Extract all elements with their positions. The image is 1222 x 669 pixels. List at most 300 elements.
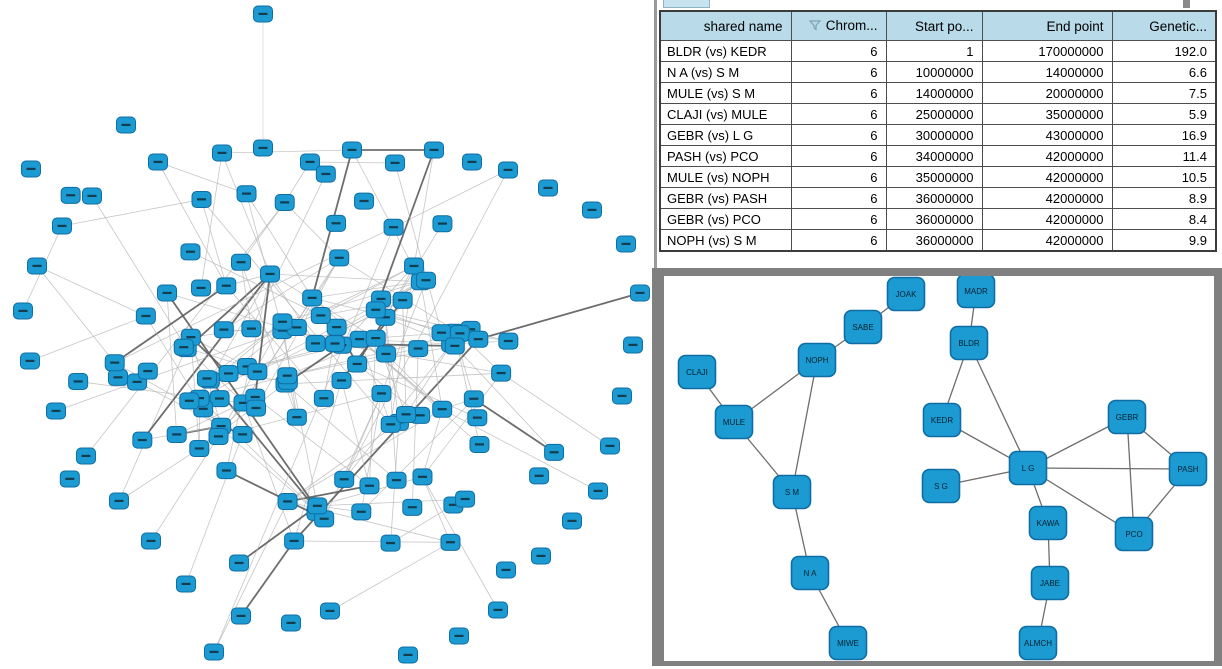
node-S G[interactable] xyxy=(923,470,960,503)
table-cell-genetic[interactable]: 8.4 xyxy=(1112,209,1216,230)
table-row[interactable] xyxy=(660,62,1216,83)
node[interactable] xyxy=(181,244,200,260)
node-label-smudge xyxy=(214,435,223,437)
table-cell-genetic[interactable]: 5.9 xyxy=(1112,104,1216,125)
node[interactable] xyxy=(532,548,551,564)
edge xyxy=(119,449,199,501)
node[interactable] xyxy=(214,322,233,338)
node[interactable] xyxy=(601,438,620,454)
table-cell-chromosome[interactable]: 6 xyxy=(791,41,886,62)
node[interactable] xyxy=(278,494,297,510)
node[interactable] xyxy=(282,615,301,631)
column-header-label: Genetic... xyxy=(1149,18,1207,34)
node[interactable] xyxy=(321,603,340,619)
node[interactable] xyxy=(209,428,228,444)
node-label-smudge xyxy=(66,194,75,196)
node-label-smudge xyxy=(377,298,386,300)
edge xyxy=(414,150,434,266)
node[interactable] xyxy=(387,472,406,488)
node-label-smudge xyxy=(430,149,439,151)
node-label-smudge xyxy=(504,169,513,171)
node-label-smudge xyxy=(197,198,206,200)
node-label-smudge xyxy=(319,397,328,399)
node-label: KEDR xyxy=(930,416,954,425)
node-label-smudge xyxy=(377,392,386,394)
table-cell-chromosome[interactable]: 6 xyxy=(791,83,886,104)
table-cell-genetic[interactable]: 7.5 xyxy=(1112,83,1216,104)
node-label: ALMCH xyxy=(1023,639,1053,648)
node-label-smudge xyxy=(421,279,430,281)
node-label-smudge xyxy=(154,161,163,163)
node[interactable] xyxy=(213,145,232,161)
node-N A[interactable] xyxy=(792,557,829,590)
node-label: MADR xyxy=(964,287,988,296)
node[interactable] xyxy=(335,471,354,487)
node-label-smudge xyxy=(636,292,645,294)
node-label-smudge xyxy=(215,397,224,399)
node[interactable] xyxy=(450,628,469,644)
table-cell-chromosome[interactable]: 6 xyxy=(791,62,886,83)
table-cell-start-position[interactable]: 36000000 xyxy=(886,230,982,252)
node[interactable] xyxy=(360,478,379,494)
edge xyxy=(501,373,610,446)
table-cell-end-point[interactable]: 42000000 xyxy=(982,230,1112,252)
node[interactable] xyxy=(149,154,168,170)
node[interactable] xyxy=(117,117,136,133)
node[interactable] xyxy=(456,491,475,507)
node-label: N A xyxy=(803,569,817,578)
node[interactable] xyxy=(563,513,582,529)
node[interactable] xyxy=(237,186,256,202)
table-cell-genetic[interactable]: 16.9 xyxy=(1112,125,1216,146)
node[interactable] xyxy=(377,346,396,362)
node[interactable] xyxy=(285,533,304,549)
edge xyxy=(478,293,640,339)
node-SABE[interactable] xyxy=(845,311,882,344)
node[interactable] xyxy=(433,401,452,417)
edge xyxy=(241,262,251,328)
node-NOPH[interactable] xyxy=(799,344,836,377)
node-label: BLDR xyxy=(958,339,980,348)
node-label-smudge xyxy=(402,413,411,415)
node[interactable] xyxy=(254,140,273,156)
node-label-smudge xyxy=(19,310,28,312)
node[interactable] xyxy=(631,285,650,301)
node[interactable] xyxy=(83,188,102,204)
node[interactable] xyxy=(381,535,400,551)
node-label-smudge xyxy=(382,353,391,355)
table-cell-chromosome[interactable]: 6 xyxy=(791,230,886,252)
table-cell-start-position[interactable]: 1 xyxy=(886,41,982,62)
node[interactable] xyxy=(343,142,362,158)
node-label-smudge xyxy=(308,297,317,299)
edge xyxy=(158,162,226,286)
table-cell-end-point[interactable]: 42000000 xyxy=(982,167,1112,188)
table-cell-start-position[interactable]: 14000000 xyxy=(886,83,982,104)
node[interactable] xyxy=(192,280,211,296)
node[interactable] xyxy=(366,330,385,346)
node[interactable] xyxy=(133,432,152,448)
node-label-smudge xyxy=(210,651,219,653)
table-cell-genetic[interactable]: 10.5 xyxy=(1112,167,1216,188)
filter-funnel-icon[interactable] xyxy=(809,19,821,34)
node-GEBR[interactable] xyxy=(1109,401,1146,434)
table-cell-genetic[interactable]: 11.4 xyxy=(1112,146,1216,167)
node[interactable] xyxy=(230,555,249,571)
table-cell-shared-name[interactable]: NOPH (vs) S M xyxy=(660,230,791,252)
node[interactable] xyxy=(306,335,325,351)
node-label-smudge xyxy=(33,265,42,267)
node-label-smudge xyxy=(321,173,330,175)
node[interactable] xyxy=(405,258,424,274)
node-label-smudge xyxy=(461,498,470,500)
horizontal-scrollbar-thumb[interactable] xyxy=(1183,0,1190,8)
table-row[interactable] xyxy=(660,83,1216,104)
node-label-smudge xyxy=(197,287,206,289)
node[interactable] xyxy=(355,193,374,209)
node[interactable] xyxy=(136,308,155,324)
edge xyxy=(239,506,317,563)
table-row[interactable] xyxy=(660,104,1216,125)
edge-GEBR-PCO[interactable] xyxy=(1127,417,1134,534)
table-cell-shared-name[interactable]: CLAJI (vs) MULE xyxy=(660,104,791,125)
table-cell-genetic[interactable]: 9.9 xyxy=(1112,230,1216,252)
node[interactable] xyxy=(545,444,564,460)
table-cell-genetic[interactable]: 8.9 xyxy=(1112,188,1216,209)
node-label-smudge xyxy=(218,152,227,154)
table-cell-end-point[interactable]: 20000000 xyxy=(982,83,1112,104)
table-cell-start-position[interactable]: 35000000 xyxy=(886,167,982,188)
node[interactable] xyxy=(497,562,516,578)
node-label-smudge xyxy=(622,243,631,245)
table-cell-end-point[interactable]: 42000000 xyxy=(982,188,1112,209)
node[interactable] xyxy=(60,471,79,487)
node[interactable] xyxy=(261,266,280,282)
node[interactable] xyxy=(469,331,488,347)
node-CLAJI[interactable] xyxy=(679,356,716,389)
node-label-smudge xyxy=(219,329,228,331)
node[interactable] xyxy=(248,364,267,380)
node-label-smudge xyxy=(26,360,35,362)
node[interactable] xyxy=(583,202,602,218)
node[interactable] xyxy=(468,410,487,426)
node-label-smudge xyxy=(398,299,407,301)
node[interactable] xyxy=(22,161,41,177)
node-MULE[interactable] xyxy=(716,406,753,439)
table-cell-shared-name[interactable]: MULE (vs) NOPH xyxy=(660,167,791,188)
node[interactable] xyxy=(303,290,322,306)
node-label-smudge xyxy=(74,380,83,382)
node[interactable] xyxy=(197,371,216,387)
node-MIWE[interactable] xyxy=(830,627,867,660)
column-header-label: Start po... xyxy=(914,18,974,34)
node[interactable] xyxy=(61,187,80,203)
node-label-smudge xyxy=(283,500,292,502)
table-cell-shared-name[interactable]: BLDR (vs) KEDR xyxy=(660,41,791,62)
node-label-smudge xyxy=(182,583,191,585)
node[interactable] xyxy=(499,162,518,178)
node-label-smudge xyxy=(251,396,260,398)
table-cell-end-point[interactable]: 35000000 xyxy=(982,104,1112,125)
node-MADR[interactable] xyxy=(958,276,995,308)
node-label-smudge xyxy=(438,408,447,410)
table-cell-end-point[interactable]: 42000000 xyxy=(982,209,1112,230)
node-label-smudge xyxy=(594,490,603,492)
node[interactable] xyxy=(232,254,251,270)
node-label-smudge xyxy=(497,372,506,374)
node[interactable] xyxy=(470,436,489,452)
node[interactable] xyxy=(233,426,252,442)
node[interactable] xyxy=(108,369,127,385)
node[interactable] xyxy=(219,366,238,382)
node[interactable] xyxy=(301,154,320,170)
node[interactable] xyxy=(399,647,418,663)
table-cell-start-position[interactable]: 10000000 xyxy=(886,62,982,83)
table-cell-end-point[interactable]: 43000000 xyxy=(982,125,1112,146)
node[interactable] xyxy=(242,321,261,337)
table-cell-chromosome[interactable]: 6 xyxy=(791,104,886,125)
node-label: NOPH xyxy=(805,356,829,365)
node[interactable] xyxy=(138,363,157,379)
node-label: JABE xyxy=(1039,579,1061,588)
node-label-smudge xyxy=(141,315,150,317)
table-row[interactable] xyxy=(660,146,1216,167)
node-label: S G xyxy=(934,482,948,491)
node[interactable] xyxy=(489,602,508,618)
node-label-smudge xyxy=(172,433,181,435)
node[interactable] xyxy=(192,191,211,207)
edge xyxy=(241,541,294,616)
node[interactable] xyxy=(190,441,209,457)
node[interactable] xyxy=(445,338,464,354)
node[interactable] xyxy=(308,498,327,514)
node[interactable] xyxy=(393,292,412,308)
table-cell-shared-name[interactable]: MULE (vs) S M xyxy=(660,83,791,104)
table-scroll-tab[interactable] xyxy=(663,0,710,8)
node[interactable] xyxy=(273,314,292,330)
edge xyxy=(403,300,406,414)
table-cell-shared-name[interactable]: GEBR (vs) PCO xyxy=(660,209,791,230)
node[interactable] xyxy=(441,534,460,550)
node[interactable] xyxy=(278,368,297,384)
node-label-smudge xyxy=(306,161,315,163)
node[interactable] xyxy=(217,463,236,479)
edge xyxy=(342,381,370,486)
node-label-smudge xyxy=(185,400,194,402)
node[interactable] xyxy=(205,644,224,660)
node[interactable] xyxy=(232,608,251,624)
table-cell-chromosome[interactable]: 6 xyxy=(791,146,886,167)
node-label-smudge xyxy=(292,416,301,418)
node-label-smudge xyxy=(568,520,577,522)
node[interactable] xyxy=(352,504,371,520)
node-label-smudge xyxy=(110,362,119,364)
node[interactable] xyxy=(174,339,193,355)
node[interactable] xyxy=(425,142,444,158)
node[interactable] xyxy=(372,386,391,402)
table-cell-shared-name[interactable]: GEBR (vs) L G xyxy=(660,125,791,146)
node[interactable] xyxy=(180,393,199,409)
node[interactable] xyxy=(327,215,346,231)
table-cell-shared-name[interactable]: N A (vs) S M xyxy=(660,62,791,83)
node-label-smudge xyxy=(473,417,482,419)
edge-L G-PASH[interactable] xyxy=(1028,468,1188,469)
node[interactable] xyxy=(275,194,294,210)
table-cell-end-point[interactable]: 170000000 xyxy=(982,41,1112,62)
node[interactable] xyxy=(142,533,161,549)
node[interactable] xyxy=(624,337,643,353)
node-JABE[interactable] xyxy=(1032,567,1069,600)
edge-NOPH-S M[interactable] xyxy=(792,360,817,492)
node[interactable] xyxy=(14,303,33,319)
node[interactable] xyxy=(413,469,432,485)
edge xyxy=(37,266,115,363)
column-header-end-point[interactable] xyxy=(982,11,1112,41)
node[interactable] xyxy=(311,308,330,324)
node-label-smudge xyxy=(58,225,67,227)
node-label-smudge xyxy=(252,407,261,409)
table-cell-start-position[interactable]: 36000000 xyxy=(886,209,982,230)
node-label: GEBR xyxy=(1115,413,1139,422)
node-ALMCH[interactable] xyxy=(1020,627,1057,660)
table-cell-start-position[interactable]: 25000000 xyxy=(886,104,982,125)
node[interactable] xyxy=(325,336,344,352)
node[interactable] xyxy=(539,180,558,196)
node[interactable] xyxy=(464,391,483,407)
table-row[interactable] xyxy=(660,41,1216,62)
node[interactable] xyxy=(409,341,428,357)
column-header-shared-name[interactable] xyxy=(660,11,791,41)
table-cell-end-point[interactable]: 42000000 xyxy=(982,146,1112,167)
node-label-smudge xyxy=(437,332,446,334)
node-S M[interactable] xyxy=(774,476,811,509)
node-label-smudge xyxy=(335,257,344,259)
table-body xyxy=(660,41,1216,252)
network-view-filtered[interactable] xyxy=(664,276,1214,661)
node[interactable] xyxy=(330,250,349,266)
node-KEDR[interactable] xyxy=(924,404,961,437)
node-label-smudge xyxy=(404,654,413,656)
edge-BLDR-L G[interactable] xyxy=(969,343,1028,468)
node-label: CLAJI xyxy=(686,368,708,377)
node-label-smudge xyxy=(186,336,195,338)
node[interactable] xyxy=(177,576,196,592)
node[interactable] xyxy=(47,403,66,419)
node-label-smudge xyxy=(408,506,417,508)
table-cell-end-point[interactable]: 14000000 xyxy=(982,62,1112,83)
table-cell-shared-name[interactable]: GEBR (vs) PASH xyxy=(660,188,791,209)
node-label-smudge xyxy=(278,321,287,323)
node[interactable] xyxy=(69,374,88,390)
node-PCO[interactable] xyxy=(1116,518,1153,551)
node[interactable] xyxy=(314,390,333,406)
node[interactable] xyxy=(386,155,405,171)
node[interactable] xyxy=(530,468,549,484)
node-L G[interactable] xyxy=(1010,452,1047,485)
table-cell-start-position[interactable]: 36000000 xyxy=(886,188,982,209)
node-label-smudge xyxy=(311,342,320,344)
node[interactable] xyxy=(217,278,236,294)
node[interactable] xyxy=(433,216,452,232)
table-cell-genetic[interactable]: 192.0 xyxy=(1112,41,1216,62)
node-label-smudge xyxy=(115,500,124,502)
node[interactable] xyxy=(110,493,129,509)
node[interactable] xyxy=(613,388,632,404)
node[interactable] xyxy=(397,406,416,422)
node[interactable] xyxy=(316,166,335,182)
node[interactable] xyxy=(21,353,40,369)
filtered-network-panel xyxy=(652,268,1222,666)
table-cell-chromosome[interactable]: 6 xyxy=(791,209,886,230)
node[interactable] xyxy=(53,218,72,234)
table-cell-chromosome[interactable]: 6 xyxy=(791,125,886,146)
node[interactable] xyxy=(158,285,177,301)
node[interactable] xyxy=(499,333,518,349)
column-header-start-position[interactable] xyxy=(886,11,982,41)
node[interactable] xyxy=(617,236,636,252)
node-label-smudge xyxy=(475,443,484,445)
node[interactable] xyxy=(403,499,422,515)
node[interactable] xyxy=(366,302,385,318)
table-cell-start-position[interactable]: 30000000 xyxy=(886,125,982,146)
node-label-smudge xyxy=(455,332,464,334)
node-BLDR[interactable] xyxy=(951,327,988,360)
node-JOAK[interactable] xyxy=(888,278,925,311)
table-row[interactable] xyxy=(660,188,1216,209)
node[interactable] xyxy=(28,258,47,274)
node[interactable] xyxy=(247,400,266,416)
column-header-genetic[interactable] xyxy=(1112,11,1216,41)
node[interactable] xyxy=(287,409,306,425)
node-label-smudge xyxy=(242,193,251,195)
table-cell-chromosome[interactable]: 6 xyxy=(791,167,886,188)
edge xyxy=(119,337,191,501)
node[interactable] xyxy=(167,427,186,443)
node-label-smudge xyxy=(65,478,74,480)
node-label-smudge xyxy=(222,285,231,287)
node[interactable] xyxy=(348,356,367,372)
node-label-smudge xyxy=(280,201,289,203)
edge xyxy=(344,170,508,479)
table-row[interactable] xyxy=(660,209,1216,230)
table-row[interactable] xyxy=(660,230,1216,252)
node[interactable] xyxy=(77,448,96,464)
node-label-smudge xyxy=(332,326,341,328)
node[interactable] xyxy=(332,373,351,389)
node-KAWA[interactable] xyxy=(1030,507,1067,540)
edge xyxy=(202,199,227,285)
column-header-chromosome[interactable] xyxy=(791,11,886,41)
main-network-nodes xyxy=(14,6,650,663)
node[interactable] xyxy=(254,6,273,22)
node-label-smudge xyxy=(360,200,369,202)
node[interactable] xyxy=(492,365,511,381)
column-header-label: Chrom... xyxy=(825,18,878,33)
table-cell-chromosome[interactable]: 6 xyxy=(791,188,886,209)
table-row[interactable] xyxy=(660,125,1216,146)
node[interactable] xyxy=(384,219,403,235)
node[interactable] xyxy=(463,154,482,170)
node[interactable] xyxy=(105,355,124,371)
table-cell-start-position[interactable]: 34000000 xyxy=(886,146,982,167)
node[interactable] xyxy=(589,483,608,499)
table-row[interactable] xyxy=(660,167,1216,188)
table-cell-genetic[interactable]: 6.6 xyxy=(1112,62,1216,83)
node-PASH[interactable] xyxy=(1170,453,1207,486)
table-cell-shared-name[interactable]: PASH (vs) PCO xyxy=(660,146,791,167)
node-label-smudge xyxy=(469,398,478,400)
node[interactable] xyxy=(416,272,435,288)
